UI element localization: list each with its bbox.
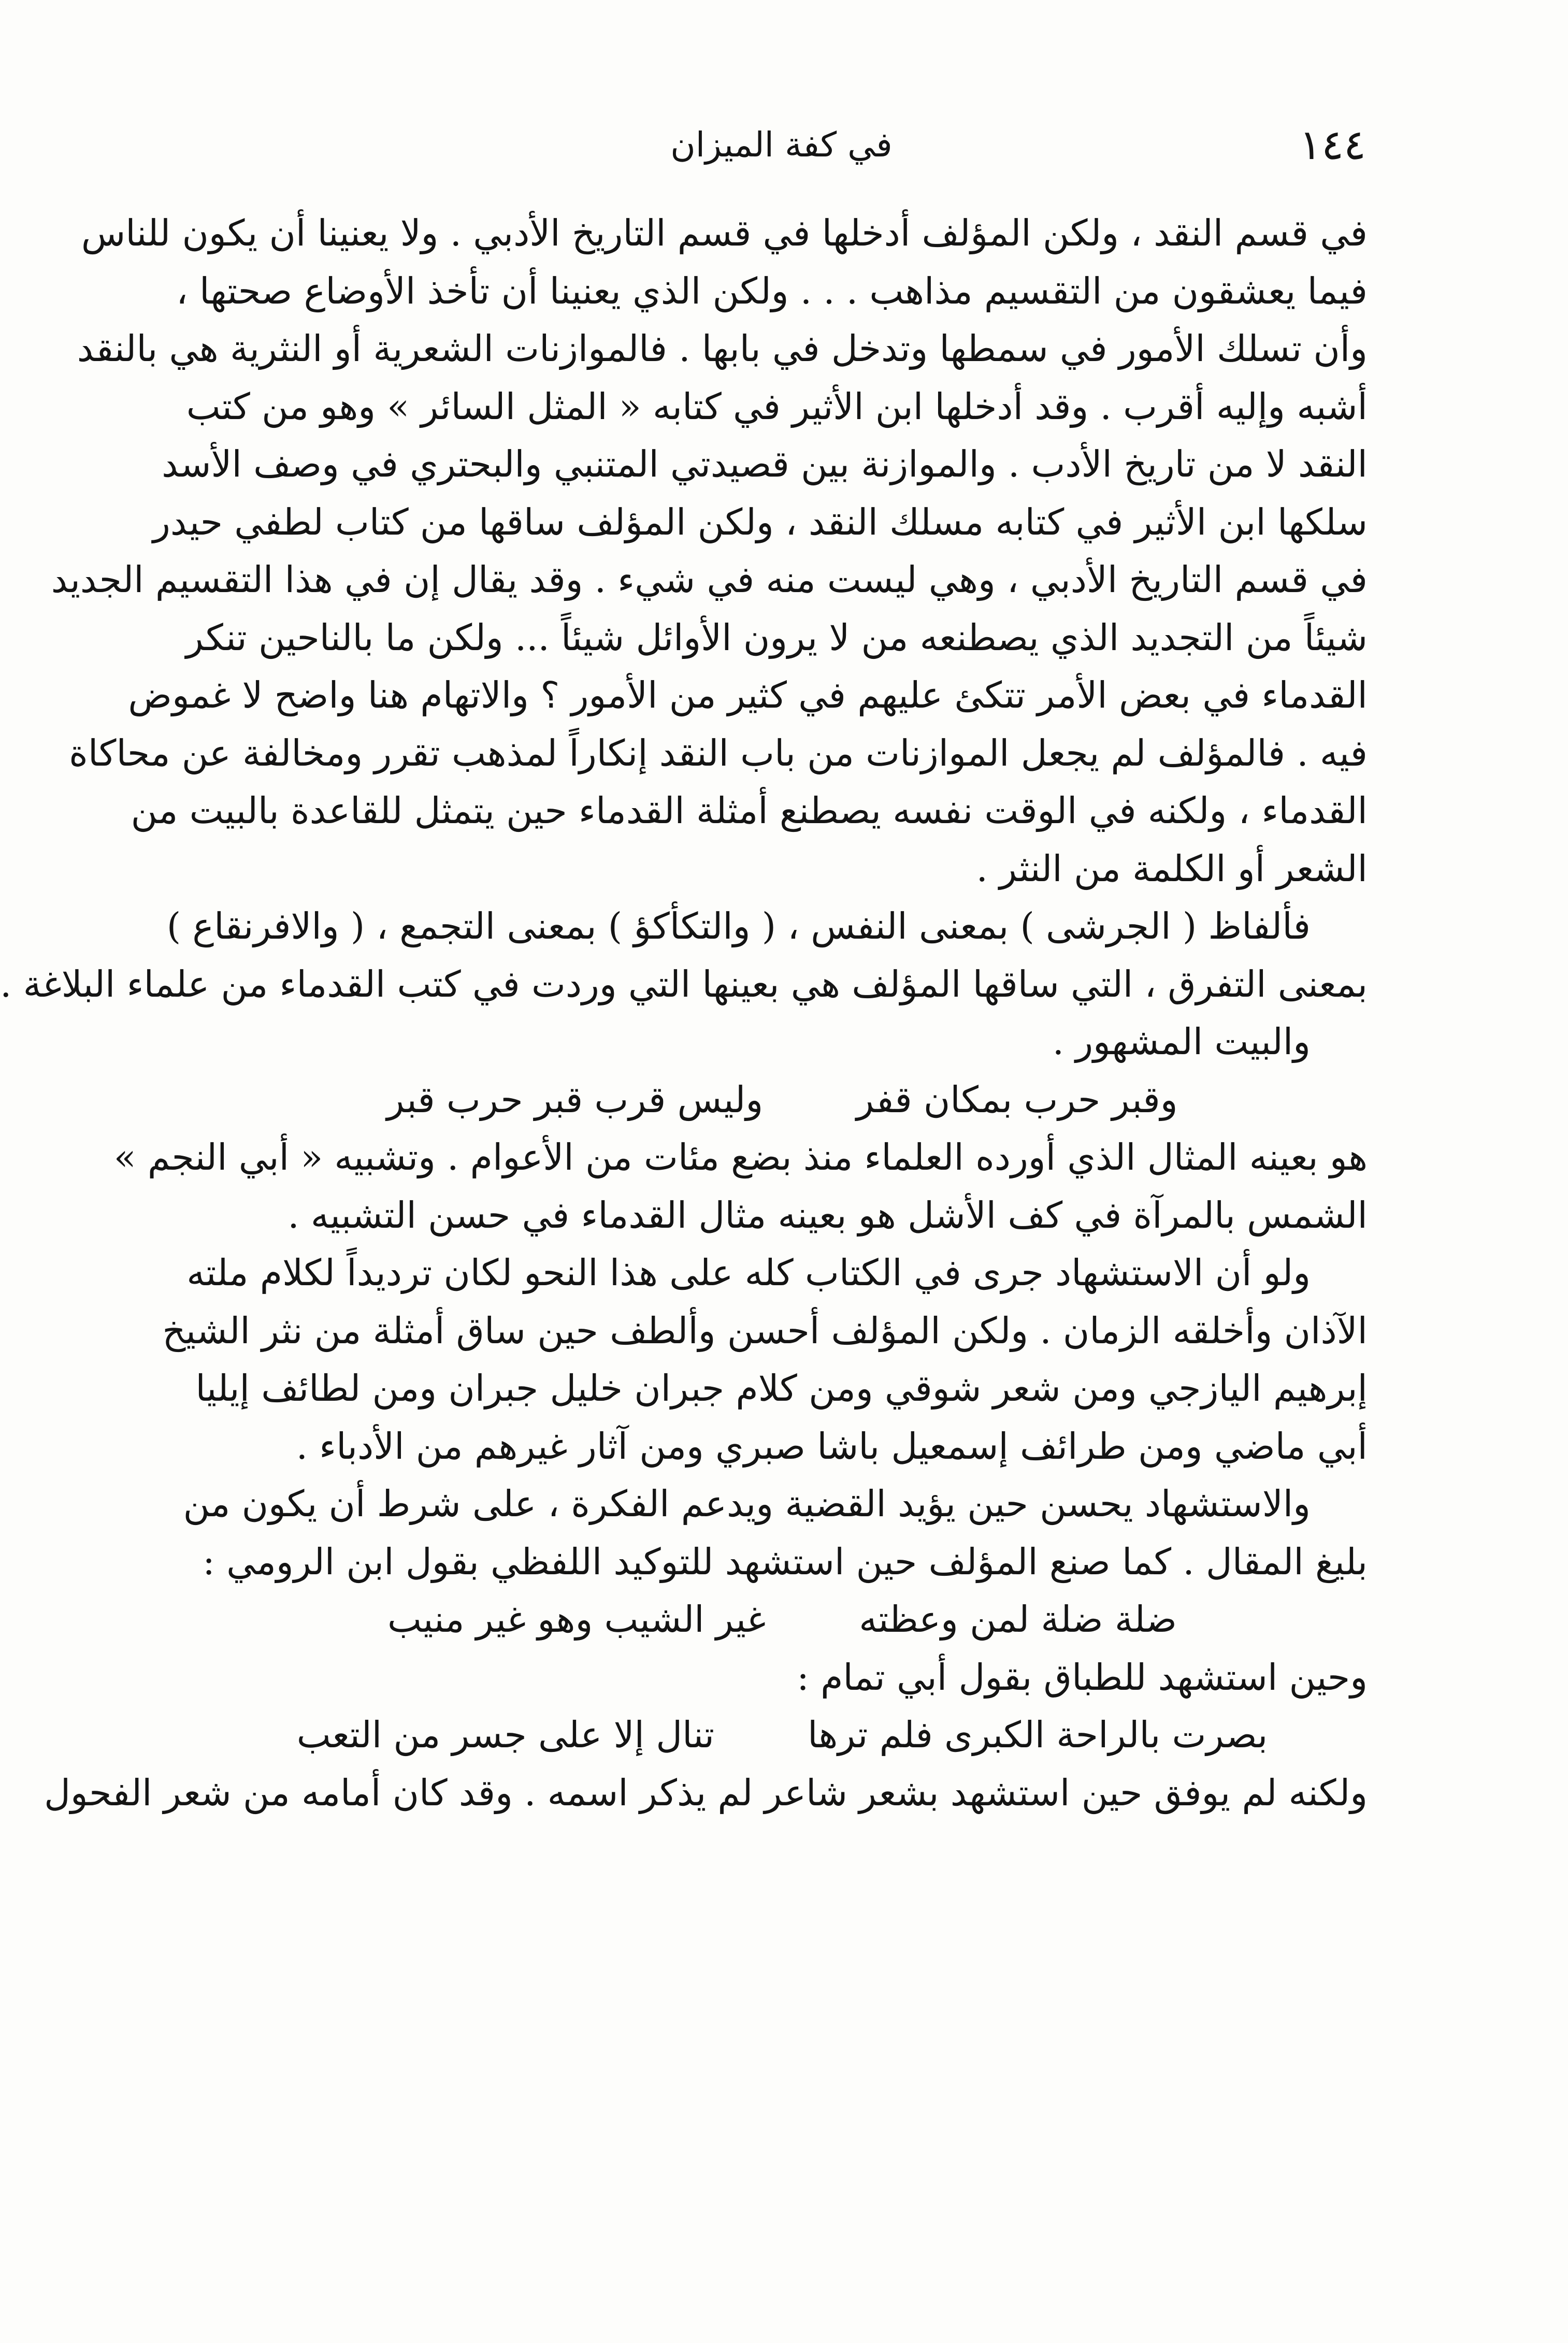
text-line: إبرهيم اليازجي ومن شعر شوقي ومن كلام جبران خليل جبران ومن لطائف إيليا <box>195 1367 1368 1410</box>
verse-second-hemistich: تنال إلا على جسر من التعب <box>296 1714 714 1756</box>
text-line: ولكنه لم يوفق حين استشهد بشعر شاعر لم يذكر اسمه . وقد كان أمامه من شعر الفحول <box>44 1771 1368 1814</box>
verse-line <box>197 1706 1368 1764</box>
text-line: هو بعينه المثال الذي أورده العلماء منذ بضع مئات من الأعوام . وتشبيه « أبي النجم » <box>113 1136 1368 1178</box>
verse-first-hemistich: ضلة ضلة لمن وعظته <box>859 1598 1177 1641</box>
verse-second-hemistich: وليس قرب قبر حرب قبر <box>386 1078 764 1121</box>
text-line: النقد لا من تاريخ الأدب . والموازنة بين قصيدتي المتنبي والبحتري في وصف الأسد <box>162 443 1368 485</box>
text-line: بليغ المقال . كما صنع المؤلف حين استشهد للتوكيد اللفظي بقول ابن الرومي : <box>203 1540 1368 1583</box>
page-header <box>197 122 1366 168</box>
text-line: وحين استشهد للطباق بقول أبي تمام : <box>797 1656 1368 1699</box>
running-title: في كفة الميزان <box>670 125 893 165</box>
text-line: أشبه وإليه أقرب . وقد أدخلها ابن الأثير في كتابه « المثل السائر » وهو من كتب <box>186 385 1368 428</box>
verse-first-hemistich: وقبر حرب بمكان قفر <box>856 1078 1178 1121</box>
text-line: ولو أن الاستشهاد جرى في الكتاب كله على هذا النحو لكان ترديداً لكلام ملته <box>186 1252 1311 1294</box>
text-line: سلكها ابن الأثير في كتابه مسلك النقد ، ولكن المؤلف ساقها من كتاب لطفي حيدر <box>153 500 1368 543</box>
text-line: شيئاً من التجديد الذي يصطنعه من لا يرون الأوائل شيئاً ... ولكن ما بالناحين تنكر <box>185 616 1368 659</box>
text-line: الشمس بالمرآة في كف الأشل هو بعينه مثال القدماء في حسن التشبيه . <box>287 1194 1368 1237</box>
text-line: والبيت المشهور . <box>1052 1020 1311 1063</box>
verse-line <box>197 1071 1368 1129</box>
text-line: في قسم النقد ، ولكن المؤلف أدخلها في قسم التاريخ الأدبي . ولا يعنينا أن يكون للناس <box>81 212 1368 254</box>
text-line: القدماء في بعض الأمر تتكئ عليهم في كثير من الأمور ؟ والاتهام هنا واضح لا غموض <box>128 674 1368 716</box>
page-number: ١٤٤ <box>1299 121 1366 169</box>
text-line: بمعنى التفرق ، التي ساقها المؤلف هي بعينها التي وردت في كتب القدماء من علماء البلاغة . <box>0 962 1368 1005</box>
text-line: والاستشهاد يحسن حين يؤيد القضية ويدعم الفكرة ، على شرط أن يكون من <box>183 1483 1311 1525</box>
text-line: فيما يعشقون من التقسيم مذاهب . . . ولكن الذي يعنينا أن تأخذ الأوضاع صحتها ، <box>176 269 1368 312</box>
verse-second-hemistich: غير الشيب وهو غير منيب <box>387 1598 766 1641</box>
text-line: الشعر أو الكلمة من النثر . <box>976 847 1368 890</box>
text-line: الآذان وأخلقه الزمان . ولكن المؤلف أحسن وألطف حين ساق أمثلة من نثر الشيخ <box>162 1309 1368 1352</box>
text-line: القدماء ، ولكنه في الوقت نفسه يصطنع أمثلة القدماء حين يتمثل للقاعدة بالبيت من <box>131 789 1368 832</box>
text-line: أبي ماضي ومن طرائف إسمعيل باشا صبري ومن آثار غيرهم من الأدباء . <box>296 1425 1368 1468</box>
text-line: فيه . فالمؤلف لم يجعل الموازنات من باب النقد إنكاراً لمذهب تقرر ومخالفة عن محاكاة <box>69 731 1368 774</box>
text-line: في قسم التاريخ الأدبي ، وهي ليست منه في شيء . وقد يقال إن في هذا التقسيم الجديد <box>51 558 1368 601</box>
verse-first-hemistich: بصرت بالراحة الكبرى فلم ترها <box>807 1714 1268 1756</box>
body-text <box>0 205 1368 1822</box>
text-line: وأن تسلك الأمور في سمطها وتدخل في بابها . فالموازنات الشعرية أو النثرية هي بالنقد <box>77 327 1368 370</box>
text-line: فألفاظ ( الجرشى ) بمعنى النفس ، ( والتكأكؤ ) بمعنى التجمع ، ( والافرنقاع ) <box>166 905 1311 947</box>
verse-line <box>197 1591 1368 1649</box>
